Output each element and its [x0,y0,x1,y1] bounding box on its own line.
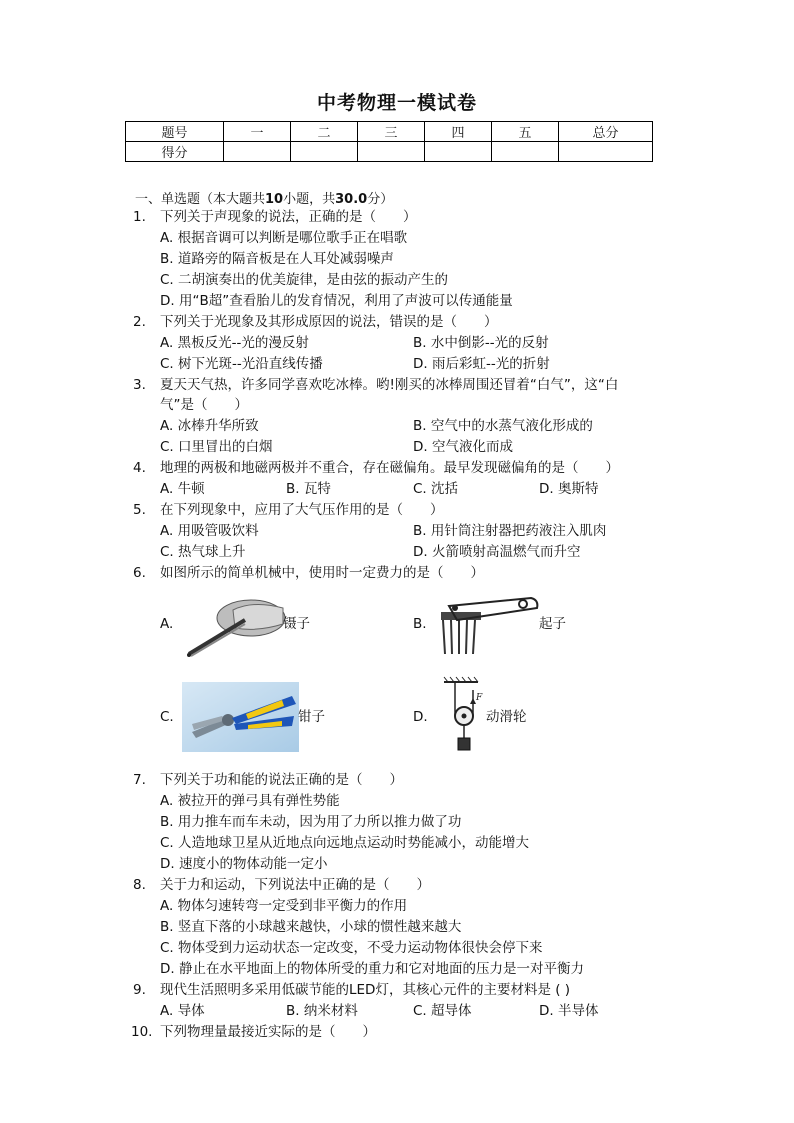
page-title: 中考物理一模试卷 [316,92,477,114]
pliers-image [182,682,299,752]
option-text: A. 用吸管吸饮料 [160,523,259,539]
table-header-cell: 题号 [126,122,224,142]
score-cell[interactable] [425,142,492,162]
option-text: B. 空气中的水蒸气液化形成的 [413,418,593,434]
section-heading: 一、单选题（本大题共10小题，共30.0分） [135,192,394,207]
option-text: B. 水中倒影--光的反射 [413,335,549,351]
score-cell[interactable] [358,142,425,162]
option-text: A. 牛顿 [160,481,205,497]
score-table-header-row [126,122,653,142]
option-text: C. 超导体 [413,1003,472,1019]
option-text: B. 用力推车而车未动，因为用了力所以推力做了功 [160,814,462,830]
score-cell[interactable] [492,142,559,162]
score-table-row [126,142,653,162]
table-header-cell: 四 [425,122,492,142]
option-text: B. 道路旁的隔音板是在人耳处减弱噪声 [160,251,394,267]
movable-pulley-image [440,676,484,758]
question-stem: 1. 下列关于声现象的说法，正确的是（ ） [133,209,417,225]
table-header-cell: 总分 [559,122,653,142]
option-text: B. 竖直下落的小球越来越快，小球的惯性越来越大 [160,919,462,935]
question-stem: 7. 下列关于功和能的说法正确的是（ ） [133,772,403,788]
option-text: C. 物体受到力运动状态一定改变，不受力运动物体很快会停下来 [160,940,543,956]
question-stem-continued: 气”是（ ） [160,397,248,413]
image-caption: 钳子 [298,709,325,725]
question-stem: 5. 在下列现象中，应用了大气压作用的是（ ） [133,502,444,518]
option-letter: B. [413,616,427,632]
option-letter: D. [413,709,428,725]
option-letter: C. [160,709,174,725]
image-caption: 起子 [539,616,566,632]
option-text: A. 黑板反光--光的漫反射 [160,335,309,351]
option-text: A. 导体 [160,1003,205,1019]
question-stem: 8. 关于力和运动，下列说法中正确的是（ ） [133,877,430,893]
option-text: C. 沈括 [413,481,459,497]
option-text: D. 静止在水平地面上的物体所受的重力和它对地面的压力是一对平衡力 [160,961,584,977]
option-text: D. 半导体 [539,1003,599,1019]
option-text: C. 二胡演奏出的优美旋律，是由弦的振动产生的 [160,272,449,288]
image-caption: 镊子 [283,616,310,632]
option-text: D. 奥斯特 [539,481,599,497]
option-text: B. 瓦特 [286,481,331,497]
row-label: 得分 [126,142,224,162]
option-text: D. 速度小的物体动能一定小 [160,856,328,872]
table-header-cell: 三 [358,122,425,142]
option-text: A. 被拉开的弹弓具有弹性势能 [160,793,340,809]
option-text: D. 火箭喷射高温燃气而升空 [413,544,581,560]
table-header-cell: 一 [224,122,291,142]
bottle-opener-image [435,594,541,656]
option-text: C. 人造地球卫星从近地点向远地点运动时势能减小，动能增大 [160,835,530,851]
option-text: A. 根据音调可以判断是哪位歌手正在唱歌 [160,230,408,246]
question-stem: 2. 下列关于光现象及其形成原因的说法，错误的是（ ） [133,314,498,330]
image-caption: 动滑轮 [486,709,527,725]
score-table [125,121,653,162]
question-stem: 10. 下列物理量最接近实际的是（ ） [131,1024,376,1040]
option-text: C. 热气球上升 [160,544,246,560]
score-cell[interactable] [559,142,653,162]
option-text: A. 物体匀速转弯一定受到非平衡力的作用 [160,898,408,914]
option-text: B. 用针筒注射器把药液注入肌肉 [413,523,607,539]
tweezers-image [183,588,287,660]
option-letter: A. [160,616,174,632]
question-stem: 3. 夏天天气热，许多同学喜欢吃冰棒。哟!刚买的冰棒周围还冒着“白气”，这“白 [133,377,619,393]
score-cell[interactable] [224,142,291,162]
table-header-cell: 二 [291,122,358,142]
option-text: D. 用“B超”查看胎儿的发育情况，利用了声波可以传通能量 [160,293,513,309]
force-label: F [476,693,483,703]
option-text: A. 冰棒升华所致 [160,418,259,434]
option-text: D. 雨后彩虹--光的折射 [413,356,550,372]
score-cell[interactable] [291,142,358,162]
question-stem: 9. 现代生活照明多采用低碳节能的LED灯，其核心元件的主要材料是 ( ) [133,982,571,998]
question-stem: 4. 地理的两极和地磁两极并不重合，存在磁偏角。最早发现磁偏角的是（ ） [133,460,619,476]
option-text: D. 空气液化而成 [413,439,513,455]
question-stem: 6. 如图所示的简单机械中，使用时一定费力的是（ ） [133,565,484,581]
option-text: B. 纳米材料 [286,1003,358,1019]
option-text: C. 口里冒出的白烟 [160,439,273,455]
table-header-cell: 五 [492,122,559,142]
option-text: C. 树下光斑--光沿直线传播 [160,356,323,372]
